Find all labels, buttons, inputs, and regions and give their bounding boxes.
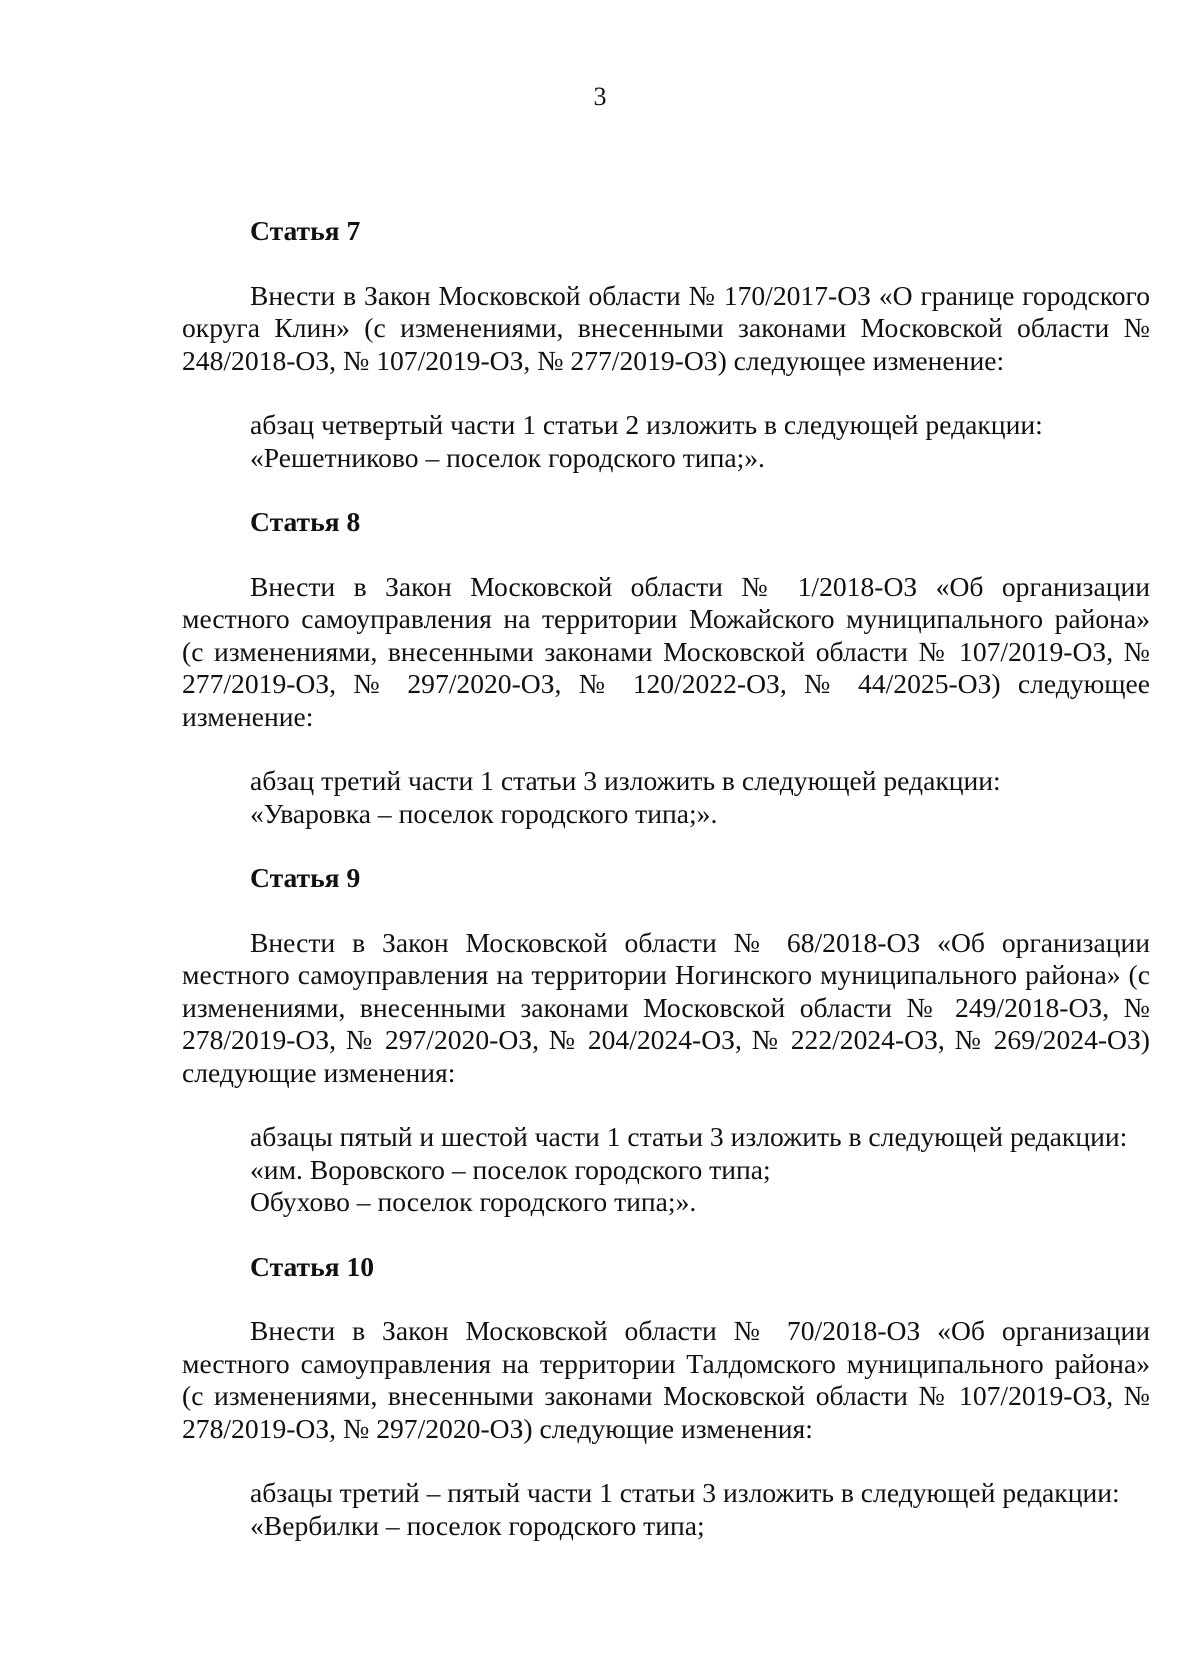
amendment-text: «им. Воровского – поселок городского типа; [250,1153,771,1185]
article-9 [182,862,1150,1251]
article-heading: Статья 10 [250,1250,375,1282]
article-heading: Статья 7 [250,215,361,246]
amendment-text: «Уваровка – поселок городского типа;». [250,797,718,829]
article-10 [182,1251,1150,1543]
article-intro-paragraph: Внести в Закон Московской области № 170/2017-ОЗ «О границе городского округа Клин» (с изменениями, внесенными законами Московской области № 248/2018-ОЗ, № 107/2019-ОЗ, № 277/2019-ОЗ) следующее изменение: [182,279,1150,376]
article-8 [182,506,1150,862]
amendment-text: «Решетниково – поселок городского типа;». [250,441,765,473]
amendment-text: «Вербилки – поселок городского типа; [250,1509,705,1541]
document-body [182,215,1150,1542]
article-heading: Статья 8 [250,506,361,537]
article-intro-paragraph: Внести в Закон Московской области № 68/2018-ОЗ «Об организации местного самоуправления на территории Ногинского муниципального района» (с изменениями, внесенными законами Московской области № 249/2018-ОЗ, № 278/2019-ОЗ, № 297/2020-ОЗ, № 204/2024-ОЗ, № 222/2024-ОЗ, № 269/2024-ОЗ) следующие изменения: [182,926,1150,1088]
article-7 [182,215,1150,506]
article-intro-paragraph: Внести в Закон Московской области № 1/2018-ОЗ «Об организации местного самоуправления на территории Можайского муниципального района» (с изменениями, внесенными законами Московской области № 107/2019-ОЗ, № 277/2019-ОЗ, № 297/2020-ОЗ, № 120/2022-ОЗ, № 44/2025-ОЗ) следующее изменение: [182,570,1150,732]
article-intro-paragraph: Внести в Закон Московской области № 70/2018-ОЗ «Об организации местного самоуправления на территории Талдомского муниципального района» (с изменениями, внесенными законами Московской области № 107/2019-ОЗ, № 278/2019-ОЗ, № 297/2020-ОЗ) следующие изменения: [182,1315,1150,1444]
amendment-instruction: абзацы третий – пятый части 1 статьи 3 изложить в следующей редакции: [250,1477,1120,1508]
amendment-instruction: абзацы пятый и шестой части 1 статьи 3 изложить в следующей редакции: [250,1121,1128,1152]
article-heading: Статья 9 [250,862,361,893]
amendment-text: Обухово – поселок городского типа;». [250,1186,697,1217]
amendment-instruction: абзац третий части 1 статьи 3 изложить в следующей редакции: [250,765,1001,796]
page-number: 3 [593,82,607,111]
amendment-instruction: абзац четвертый части 1 статьи 2 изложить в следующей редакции: [250,409,1043,440]
